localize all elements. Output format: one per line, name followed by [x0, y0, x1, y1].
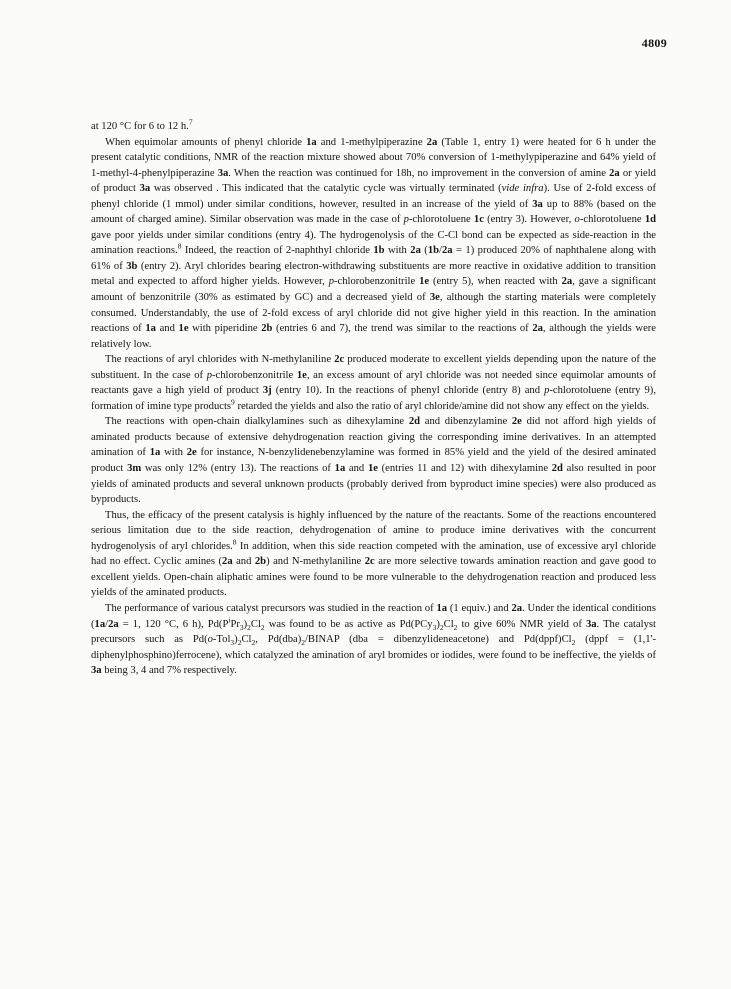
text-run: retarded the yields and also the ratio of aryl chloride/amine did not show any effect on the yields.: [234, 400, 650, 412]
paragraph-0: [91, 119, 656, 135]
text-run: /: [105, 618, 109, 630]
subscript: 2: [301, 638, 305, 648]
text-run: -chlorotoluene: [579, 214, 645, 226]
superscript: 7: [188, 117, 193, 127]
text-run: The reactions with open-chain dialkylamines such as dihexylamine: [105, 416, 409, 428]
compound-label: 2e: [186, 447, 197, 459]
text-run: and dibenzylamine: [420, 416, 512, 428]
text-run: and: [345, 463, 368, 475]
text-run: produced moderate to excellent yields depending upon the nature of the substituent. In the case of: [91, 354, 656, 381]
subscript: 2: [571, 638, 576, 648]
paragraph-4: [91, 508, 656, 601]
compound-label: 3j: [262, 385, 272, 397]
text-run: and: [155, 323, 179, 335]
text-run: Pr: [230, 618, 240, 630]
text-run: (entries 6 and 7), the trend was similar to the reactions of: [272, 323, 533, 335]
text-run: Indeed, the reaction of 2-naphthyl chloride: [181, 245, 374, 257]
text-run: (1 equiv.) and: [447, 602, 512, 614]
subscript: 3: [432, 622, 437, 632]
compound-label: 1a: [94, 618, 106, 630]
text-run: ). Use of 2-fold excess of phenyl chloride (1 mmol) under similar conditions, however, resulted in an increase of the yield of: [91, 183, 656, 210]
superscript: 9: [231, 397, 235, 407]
text-run: /: [439, 245, 442, 257]
text-run: or yield of product: [91, 167, 656, 195]
compound-label: 2a: [222, 556, 233, 568]
text-run: being 3, 4 and 7% respectively.: [101, 665, 237, 677]
compound-label: 2b: [254, 556, 267, 568]
text-run: Cl: [241, 634, 252, 646]
compound-label: 2a: [410, 245, 421, 257]
text-run: (entry 3). However,: [483, 214, 575, 226]
subscript: 3: [239, 622, 244, 632]
text-run: , Pd(dba): [255, 634, 302, 646]
text-run: (entry 5), when reacted with: [429, 276, 562, 288]
italic-text: p: [403, 214, 409, 226]
text-run: The performance of various catalyst precursors was studied in the reaction of: [105, 602, 437, 614]
compound-label: 1a: [306, 136, 317, 148]
page-number: 4809: [641, 36, 667, 50]
text-run: gave poor yields under similar conditions (entry 4). The hydrogenolysis of the C-Cl bond can be expected as side-reaction in the amination reactions.: [91, 229, 656, 257]
text-run: also resulted in poor yields of aminated products and several unknown products (probably derived from byproduct imine species) were also produced as byproducts.: [91, 463, 657, 506]
compound-label: 2e: [511, 416, 522, 428]
text-run: up to 88% (based on the amount of charged amine). Similar observation was made in the case of: [91, 198, 656, 226]
italic-text: o: [574, 214, 580, 226]
subscript: 2: [439, 622, 444, 632]
text-run: and: [232, 556, 255, 568]
text-run: was observed . This indicated that the catalytic cycle was virtually terminated (: [150, 183, 502, 195]
text-run: (entries 11 and 12) with dihexylamine: [377, 463, 552, 475]
text-run: Cl: [443, 618, 454, 630]
compound-label: 2a: [561, 276, 573, 288]
text-run: -Tol: [212, 634, 231, 646]
compound-label: 1b: [427, 245, 440, 257]
compound-label: 2a: [532, 323, 543, 335]
compound-label: 3a: [532, 198, 543, 210]
compound-label: 3e: [429, 292, 440, 304]
text-run: -chlorotoluene (entry 9), formation of imine type products: [91, 385, 656, 412]
compound-label: 3a: [139, 183, 151, 195]
text-run: , gave a significant amount of benzonitrile (30% as estimated by GC) and a decreased yield of: [91, 276, 656, 304]
text-run: (entry 2). Aryl chlorides bearing electron-withdrawing substituents are more reactive in oxidative addition to transition metal and expected to afford higher yields. However,: [91, 260, 656, 288]
text-run: (: [420, 245, 428, 257]
superscript: i: [228, 614, 231, 624]
text-run: = 1, 120 °C, 6 h), Pd(P: [118, 618, 229, 630]
compound-label: 1b: [373, 245, 385, 257]
compound-label: 2a: [441, 245, 453, 257]
text-run: Thus, the efficacy of the present catalysis is highly influenced by the nature of the reactants. Some of the reactions encountered serious limitation due to the side reaction, dehydrogenation of amine to produce imine derivatives with the concurrent hydrogenolysis of aryl chlorides.: [91, 509, 656, 552]
text-run: for instance, N-benzylidenebenzylamine was formed in 85% yield and the yield of the desired aminated product: [91, 447, 656, 475]
compound-label: 2d: [408, 416, 421, 428]
text-run: with piperidine: [188, 323, 262, 335]
compound-label: 1e: [419, 276, 430, 288]
text-run: = 1) produced 20% of naphthalene along with 61% of: [91, 245, 656, 272]
subscript: 2: [260, 622, 265, 632]
text-run: /BINAP (dba = dibenzylideneacetone) and Pd(dppf)Cl: [304, 634, 572, 646]
italic-text: o: [207, 634, 213, 646]
compound-label: 1a: [334, 463, 346, 475]
compound-label: 3m: [127, 463, 142, 475]
italic-text: p: [544, 385, 550, 397]
compound-label: 2c: [364, 556, 375, 568]
compound-label: 1c: [473, 214, 484, 226]
text-run: are more selective towards amination reaction and gave good to excellent yields. Open-chain aliphatic amines were found to be more vulnerable to the dehydrogenation reaction and produced less yields of the aminated products.: [91, 556, 656, 599]
compound-label: 1d: [644, 214, 657, 226]
text-run: at 120 °C for 6 to 12 h.: [91, 121, 189, 132]
text-run: ) and N-methylaniline: [266, 556, 365, 568]
subscript: 2: [453, 622, 458, 632]
text-run: (Table 1, entry 1) were heated for 6 h under the present catalytic conditions, NMR of the reaction mixture showed about 70% conversion of 1-methylypiperazine and 64% yield of 1-methyl-4-phenylpiperazine: [91, 136, 656, 179]
text-run: In addition, when this side reaction competed with the amination, use of excessive aryl chloride had no effect. Cyclic amines (: [91, 540, 656, 568]
compound-label: 1a: [145, 323, 156, 335]
compound-label: 1a: [436, 602, 448, 614]
paragraph-5: [91, 601, 656, 679]
paragraph-3: [91, 414, 656, 507]
text-run: , although the starting materials were completely consumed. Understandably, the use of 2-fold excess of aryl chloride did not give higher yield in this reaction. In the amination reactions of: [91, 292, 656, 335]
compound-label: 2d: [551, 463, 563, 475]
superscript: 8: [232, 537, 237, 547]
text-run: was found to be as active as Pd(PCy: [264, 618, 433, 630]
text-run: ): [243, 618, 248, 630]
text-run: did not afford high yields of aminated products because of extensive dehydrogenation reaction giving the corresponding imine derivatives. In an attempted amination of: [91, 416, 656, 459]
compound-label: 1e: [296, 369, 307, 381]
paragraph-1: [91, 135, 656, 353]
italic-text: p: [328, 276, 334, 288]
compound-label: 3a: [91, 665, 102, 677]
compound-label: 2b: [261, 323, 273, 335]
compound-label: 3b: [126, 260, 138, 272]
compound-label: 1e: [367, 463, 378, 475]
compound-label: 2a: [426, 136, 438, 148]
text-run: with: [160, 447, 187, 459]
text-run: was only 12% (entry 13). The reactions of: [141, 463, 335, 475]
text-run: to give 60% NMR yield of: [457, 618, 586, 630]
compound-label: 1e: [178, 323, 189, 335]
text-run: -chlorotoluene: [408, 214, 474, 226]
subscript: 3: [230, 638, 235, 648]
text-run: . When the reaction was continued for 18h, no improvement in the conversion of amine: [228, 167, 610, 179]
subscript: 2: [247, 622, 251, 632]
text-run: -chlorobenzonitrile: [333, 276, 420, 288]
text-run: When equimolar amounts of phenyl chloride: [105, 136, 307, 148]
text-run: , an excess amount of aryl chloride was not needed since equimolar amounts of reactants gave a high yield of product: [91, 369, 656, 397]
text-run: (entry 10). In the reactions of phenyl chloride (entry 8) and: [271, 385, 545, 397]
text-run: The reactions of aryl chlorides with N-methylaniline: [105, 354, 335, 366]
text-run: Cl: [250, 618, 261, 630]
italic-text: vide infra: [501, 183, 544, 195]
text-run: -chlorobenzonitrile: [212, 369, 297, 381]
compound-label: 2a: [609, 167, 620, 179]
subscript: 2: [251, 638, 256, 648]
paragraph-2: [91, 352, 656, 414]
text-run: with: [384, 245, 411, 257]
compound-label: 3a: [217, 167, 229, 179]
compound-label: 2a: [108, 618, 119, 630]
text-run: (dppf = (1,1'-diphenylphosphino)ferrocene), which catalyzed the amination of aryl bromides or iodides, were found to be ineffective, the yields of: [91, 634, 656, 661]
italic-text: p: [206, 369, 212, 381]
compound-label: 3a: [585, 618, 597, 630]
subscript: 2: [237, 638, 242, 648]
compound-label: 2c: [334, 354, 345, 366]
text-run: , although the yields were relatively low.: [91, 323, 657, 350]
text-run: ): [436, 618, 440, 630]
text-run: and 1-methylpiperazine: [316, 136, 427, 148]
compound-label: 1a: [149, 447, 161, 459]
text-run: ): [234, 634, 238, 646]
article-body: [91, 119, 656, 679]
superscript: 8: [177, 241, 182, 251]
compound-label: 2a: [511, 602, 523, 614]
text-run: . The catalyst precursors such as Pd(: [91, 618, 656, 646]
text-run: . Under the identical conditions (: [91, 602, 656, 630]
